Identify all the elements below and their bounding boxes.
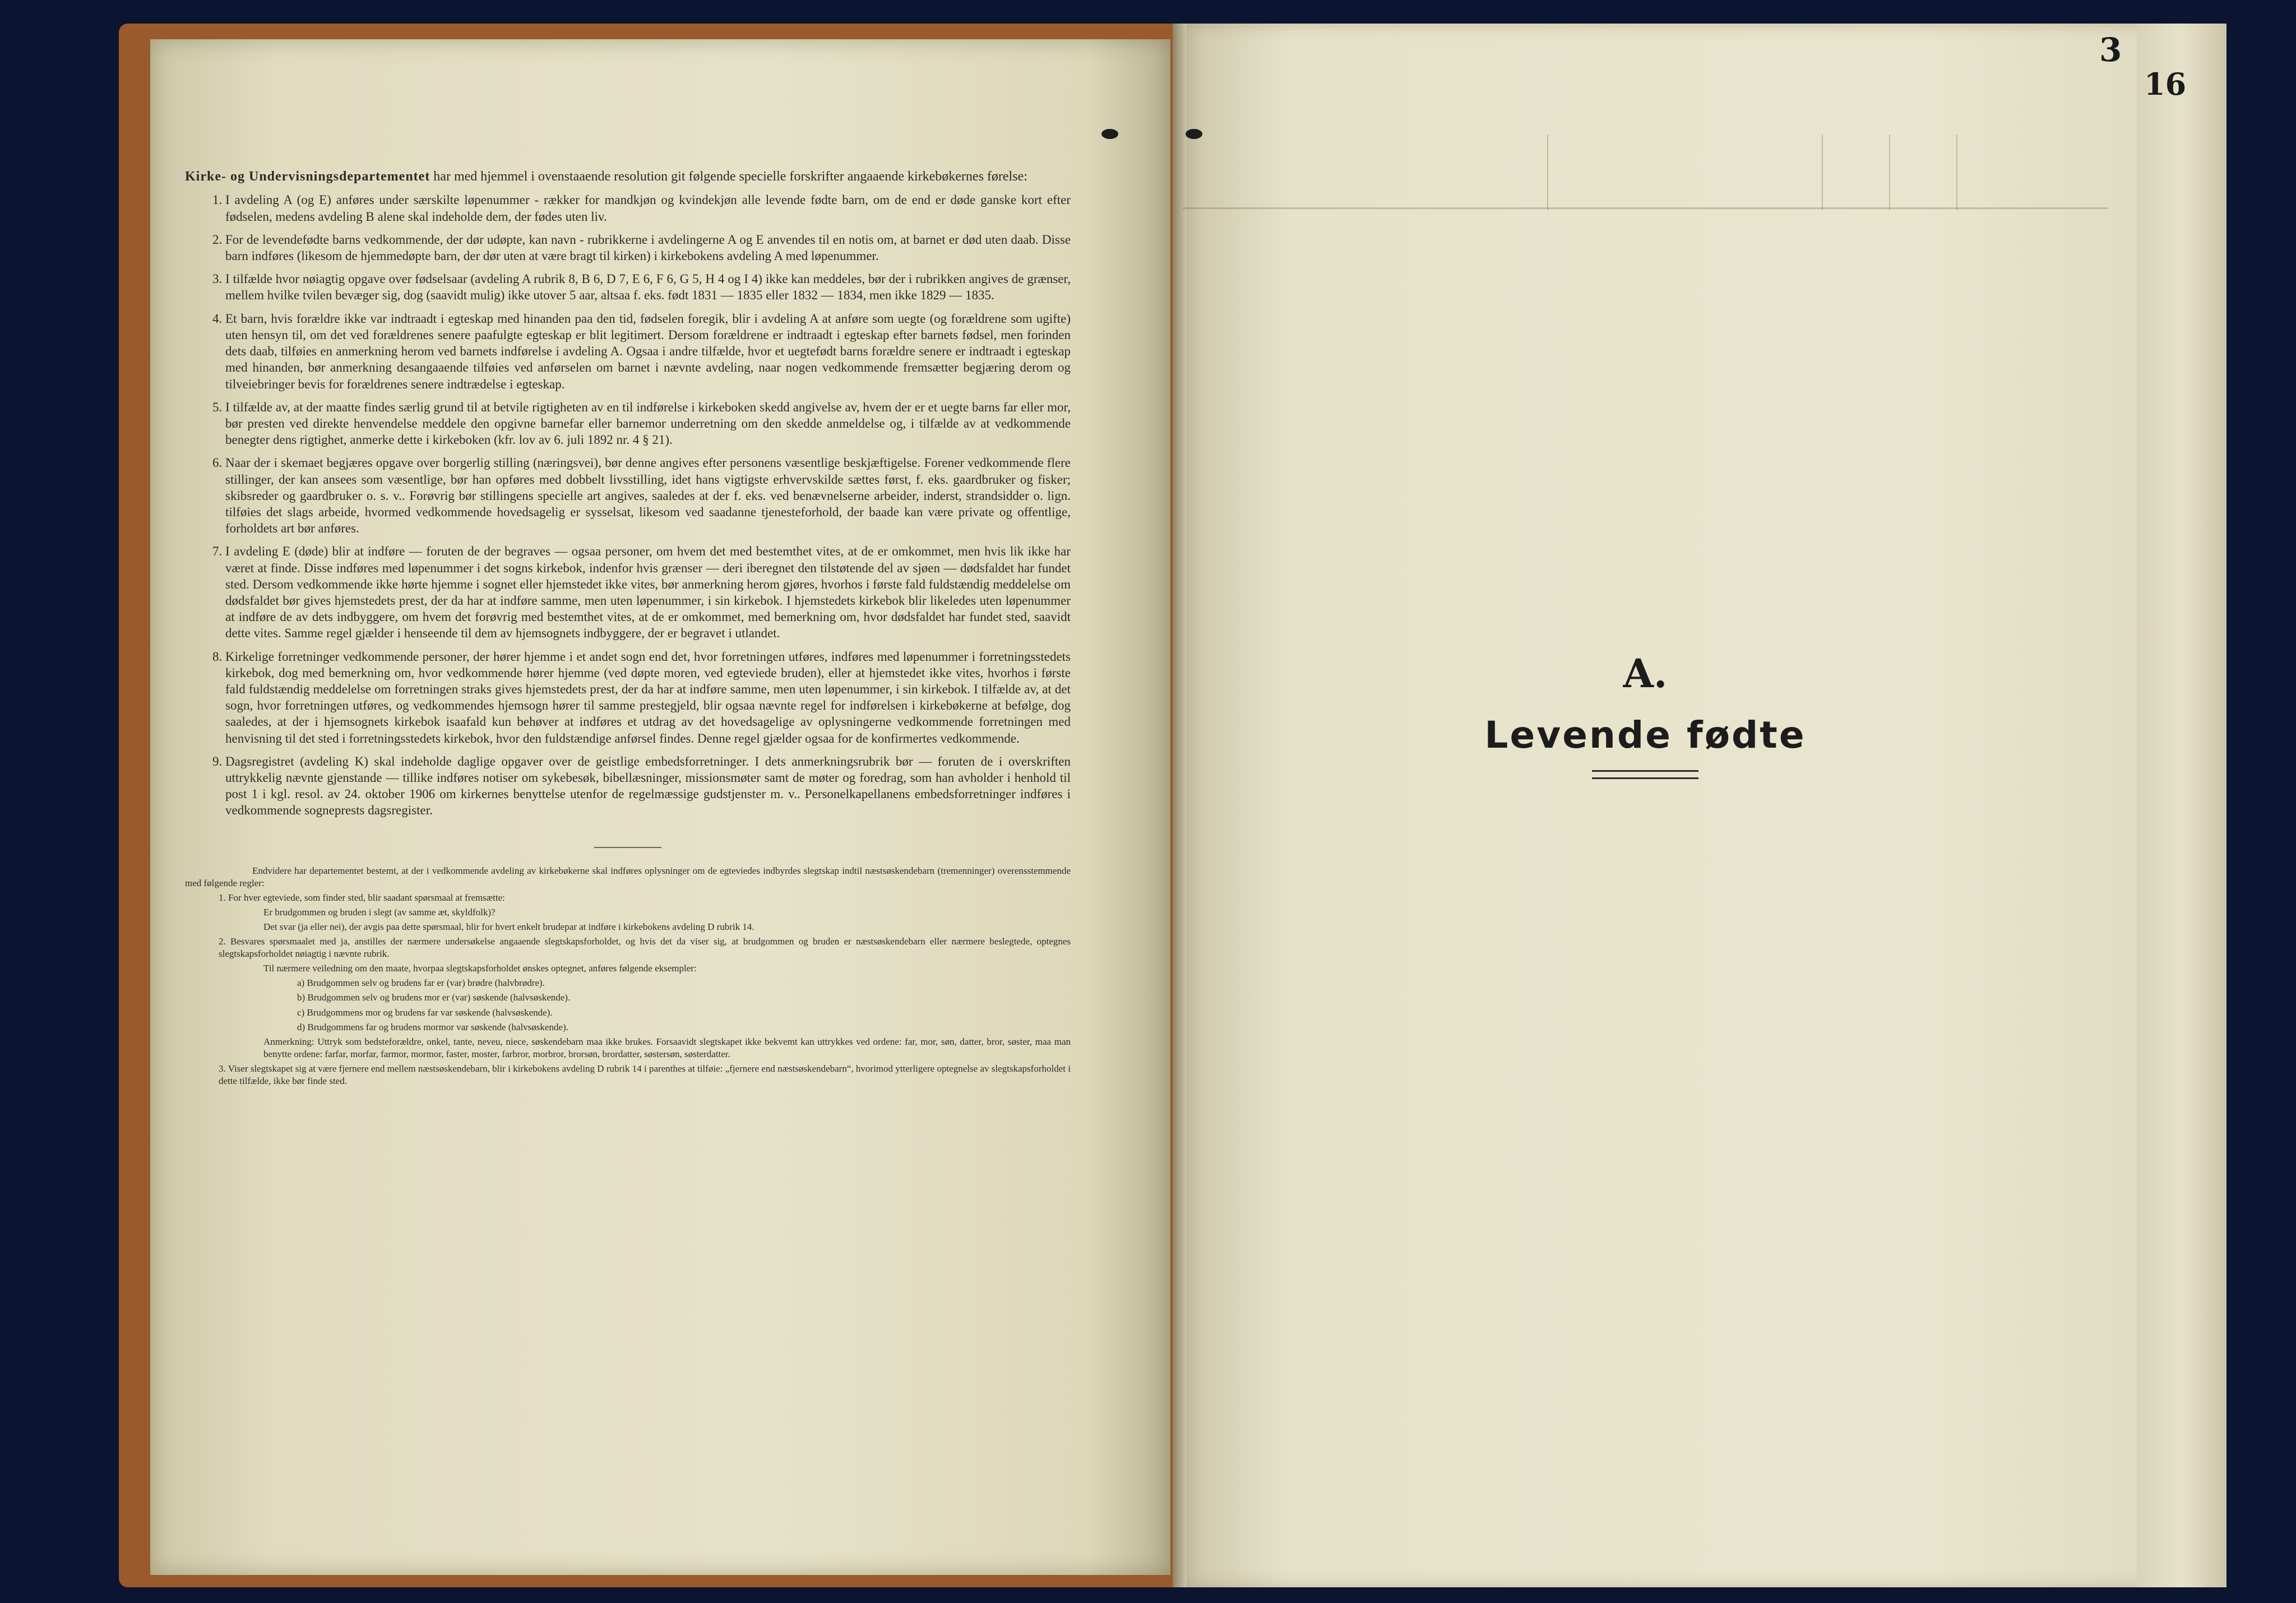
section-title-block	[1295, 650, 1996, 779]
rule-item: 2. For de levendefødte barns vedkommende, der dør udøpte, kan navn - rubrikkerne i avdelingerne A og E anvendes til en notis om, at barnet er død uten daab. Disse barn indføres (likesom de hjemmedøpte barn, der dør uten at være bragt til kirken) i kirkebokens avdeling A med løpenummer.	[225, 231, 1071, 264]
kinship-notes	[185, 865, 1071, 1088]
rule-item: 5. I tilfælde av, at der maatte findes særlig grund til at betvile rigtigheten av en til indførelse i kirkeboken skedd angivelse av, hvem der er et uegte barns far eller mor, bør presten ved direkte henvendelse meddele den opgivne barnefar eller barnemor underretning om den skedde anmeldelse og, i tilfælde av at vedkommende benegter dens rigtighet, anmerke dette i kirkeboken (kfr. lov av 6. juli 1892 nr. 4 § 21).	[225, 399, 1071, 448]
example-c: c) Brudgommens mor og brudens far var søskende (halvsøskende).	[297, 1007, 553, 1018]
rule-item: 3. I tilfælde hvor nøiagtig opgave over fødselsaar (avdeling A rubrik 8, B 6, D 7, E 6, F 6, G 5, H 4 og I 4) ikke kan meddeles, bør der i rubrikken angives de grænser, mellem hvilke tvilen bevæger sig, dog (saavidt mulig) ikke utover 5 aar, altsaa f. eks. født 1831 — 1835 eller 1832 — 1834, men ikke 1829 — 1835.	[225, 271, 1071, 303]
rules-list	[185, 192, 1071, 818]
note-1: 1. For hver egteviede, som finder sted, blir saadant spørsmaal at fremsætte:	[219, 892, 505, 903]
note-2a: Til nærmere veiledning om den maate, hvorpaa slegtskapsforholdet ønskes optegnet, anføres følgende eksempler:	[263, 963, 697, 974]
note-2: 2. Besvares spørsmaalet med ja, anstilles der nærmere undersøkelse angaaende slegtskapsforholdet, og hvis det da viser sig, at brudgommen og bruden er næstsøskendebarn eller nærmere beslegtede, optegnes slegtskapsforholdet nøiagtig i nævnte rubrik.	[219, 936, 1071, 960]
section-letter: A.	[1623, 650, 1668, 697]
page-number: 3	[2099, 31, 2122, 69]
right-page	[1187, 24, 2226, 1587]
regulations-intro	[185, 168, 1071, 185]
note-1a: Er brudgommen og bruden i slegt (av samme æt, skyldfolk)?	[263, 906, 496, 918]
section-title: Levende fødte	[1484, 714, 1806, 757]
rule-item: 6. Naar der i skemaet begjæres opgave over borgerlig stilling (næringsvei), bør denne angives efter personens væsentlige beskjæftigelse. Forener vedkommende flere stillinger, der kan ansees som væsentlige, bør han opføres med dobbelt livsstilling, idet hans vigtigste erhvervskilde sættes først, f. eks. gaardbruker og fisker; skibsreder og gaardbruker o. s. v.. Forøvrig bør stillingens specielle art angives, saaledes at der f. eks. ved benævnelserne arbeider, inderst, strandsidder o. lign. tilføies det slags arbeide, hvormed vedkommende hovedsagelig er sysselsat, likesom ved saadanne tjenesteforhold, der baade kan være private og offentlige, forholdets art bør anføres.	[225, 455, 1071, 536]
department-name: Kirke- og Undervisningsdepartementet	[185, 169, 430, 184]
binding-stitch	[1101, 129, 1118, 139]
note-1b: Det svar (ja eller nei), der avgis paa dette spørsmaal, blir for hvert enkelt brudepar at indføre i kirkebokens avdeling D rubrik 14.	[263, 921, 754, 932]
rule-item: 9. Dagsregistret (avdeling K) skal indeholde daglige opgaver over de geistlige embedsforretninger. I dets anmerkningsrubrik bør — foruten de i overskriften uttrykkelig nævnte gjenstande — tillike indføres notiser om sykebesøk, bibellæsninger, missionsmøter samt de møter og foredrag, som han avholder i henhold til post 1 i kgl. resol. av 24. oktober 1906 om kirkernes benyttelse utenfor de regelmæssige gudstjenster m. v.. Personelkapellanens embedsforretninger indføres i vedkommende sogneprests dagsregister.	[225, 753, 1071, 819]
notes-intro: Endvidere har departementet bestemt, at der i vedkommende avdeling av kirkebøkerne skal indføres oplysninger om de egteviedes indbyrdes slegtskap indtil næstsøskendebarn (tremenninger) overensstemmende med følgende regler:	[185, 865, 1071, 888]
regulations-text	[185, 168, 1071, 1090]
rule-item: 8. Kirkelige forretninger vedkommende personer, der hører hjemme i et andet sogn end det, hvor forretningen utføres, indføres med løpenummer i forretningsstedets kirkebok, dog med bemerkning om, hvor vedkommende hører hjemme (ved døpte moren, ved egteviede bruden), eller at hjemstedet ikke vites, hvorhos i første fald fuldstændig meddelelse om forretningen straks gives hjemstedets prest, der da har at indføre samme, men uten løpenummer, i sin kirkebok. I tilfælde av, at det sogn, hvor forretningen utføres, og vedkommendes hjemsogn hører til samme prestegjeld, blir ogsaa nævnte regel for indførelsen i kirkebøkerne at befølge, dog saaledes, at der i hjemsognets kirkebok isaafald kun behøver at indføres et utdrag av det hovedsagelige av oplysningerne vedkommende forretningen med henvisning til det sted i forretningsstedets kirkebok, hvor den fuldstændige anførsel findes. Denne regel gjælder ogsaa for de konfirmertes vedkommende.	[225, 648, 1071, 747]
faint-table-header-lines	[1183, 135, 2108, 213]
example-b: b) Brudgommen selv og brudens mor er (var) søskende (halvsøskende).	[297, 992, 571, 1003]
note-3: 3. Viser slegtskapet sig at være fjernere end mellem næstsøskendebarn, blir i kirkebokens avdeling D rubrik 14 i parenthes at tilføie: „fjernere end næstsøskendebarn“, hvorimod ytterligere optegnelse av slegtskapsforholdet i dette tilfælde, ikke bør finde sted.	[219, 1063, 1071, 1086]
section-divider	[594, 847, 661, 848]
rule-item: 7. I avdeling E (døde) blir at indføre — foruten de der begraves — ogsaa personer, om hvem det med bestemthet vites, at de er omkommet, men hvis lik ikke har været at finde. Disse indføres med løpenummer i det sogns kirkebok, indenfor hvis grænser — deri iberegnet den tilstøtende del av sjøen — dødsfaldet har fundet sted. Dersom vedkommende ikke hørte hjemme i sognet eller hjemstedet ikke vites, bør anmerkning herom gjøres, hvorhos i første fald fuldstændig meddelelse om dødsfaldet bør gives hjemstedets prest, der da har at indføre samme, men uten løpenummer, i sin kirkebok. I hjemstedets kirkebok blir likeledes uten løpenummer at indføre de av dets indbyggere, om hvem det forøvrig med bestemthet vites, at de er omkommet, med bemerkning om, hvor dødsfaldet har fundet sted, saavidt dette vites. Samme regel gjælder i henseende til dem av hjemsognets indbyggere, der er begravet i utlandet.	[225, 543, 1071, 641]
rule-item: 4. Et barn, hvis forældre ikke var indtraadt i egteskap med hinanden paa den tid, fødselen foregik, blir i avdeling A at anføre som uegte (og forældrene som ugifte) uten hensyn til, om det ved forældrenes senere paafulgte egteskap er blit legitimert. Dersom forældrene er indtraadt i egteskap efter barnets fødsel, men forinden dets daab, tilføies en anmerkning herom ved barnets indførelse i avdeling A. Ogsaa i andre tilfælde, hvor et uegtefødt barns forældre senere er indtraadt i egteskap med hinanden, bør anmerkning desangaaende tilføies ved anførselen om barnet i nævnte avdeling, naar nogen vedkommende fremsætter begjæring derom og tilveiebringer bevis for forældrenes senere indtrædelse i egteskap.	[225, 311, 1071, 392]
right-page-edge	[2137, 24, 2226, 1587]
rule-item: 1. I avdeling A (og E) anføres under særskilte løpenummer - rækker for mandkjøn og kvindekjøn alle levende fødte barn, om de end er døde ganske kort efter fødselen, medens avdeling B alene skal indeholde dem, der fødes uten liv.	[225, 192, 1071, 224]
note-remark: Anmerkning: Uttryk som bedsteforældre, onkel, tante, neveu, niece, søskendebarn maa ikke brukes. Forsaavidt slegtskapet ikke bekvemt kan uttrykkes ved ordene: far, mor, søn, datter, bror, søster, maa man benytte ordene: farfar, morfar, farmor, mormor, faster, moster, farbror, morbror, brorsøn, brordatter, søstersøn, søsterdatter.	[263, 1036, 1071, 1059]
example-a: a) Brudgommen selv og brudens far er (var) brødre (halvbrødre).	[297, 977, 545, 989]
page-number-edge: 16	[2144, 66, 2187, 102]
title-double-rule	[1592, 770, 1698, 779]
intro-text: har med hjemmel i ovenstaaende resolution git følgende specielle forskrifter angaaende kirkebøkernes førelse:	[433, 169, 1027, 184]
example-d: d) Brudgommens far og brudens mormor var søskende (halvsøskende).	[297, 1021, 568, 1032]
